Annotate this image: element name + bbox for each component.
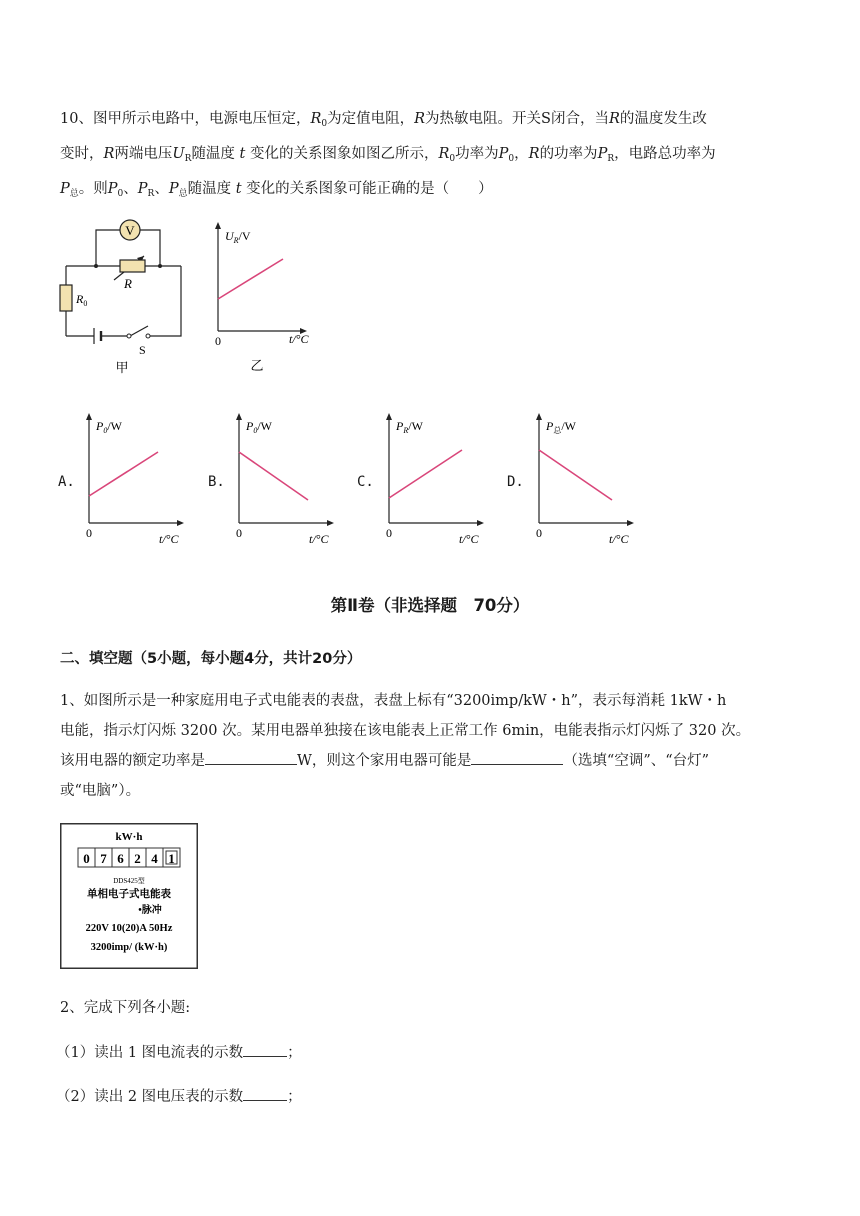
fill-in-heading: 二、填空题（5小题，每小题4分，共计20分）: [60, 651, 362, 667]
switch-label: S: [139, 343, 146, 357]
meter-name: 单相电子式电能表: [87, 889, 171, 900]
option-b-graph[interactable]: [226, 405, 346, 550]
question-2-intro: 2、完成下列各小题:: [60, 1000, 191, 1016]
question-2-sub1: （1）读出 1 图电流表的示数 ；: [56, 1038, 804, 1068]
meter-unit: kW·h: [115, 831, 143, 843]
option-a-line: [89, 452, 158, 496]
option-b-label[interactable]: B.: [208, 474, 225, 490]
meter-constant: 3200imp/ (kW·h): [90, 942, 168, 953]
section-2-title: 第Ⅱ卷（非选择题 70分）: [330, 596, 530, 615]
option-d-graph[interactable]: [526, 405, 646, 550]
meter-pulse: •脉冲: [138, 905, 162, 916]
option-b-line: [239, 452, 308, 500]
q10-line-2: 变时，R两端电压$U_R$随温度 t 变化的关系图象如图乙所示，$R_0$功率为$P_0$，R的功率为$P_R$，电路总功率为: [60, 146, 716, 164]
meter-digit-decimal: 1: [168, 851, 175, 866]
option-d-label[interactable]: D.: [507, 474, 524, 490]
meter-digit: 7: [100, 851, 107, 866]
option-a-label[interactable]: A.: [58, 474, 75, 490]
option-a-xlabel: t/°C: [159, 532, 179, 546]
thermistor-label: R: [124, 276, 132, 291]
fixed-resistor-R0: [60, 285, 72, 311]
graph-yi-xlabel: t/°C: [289, 332, 309, 346]
graph-yi-line: [218, 259, 283, 299]
graph-yi-ylabel: $U_R/V$: [225, 229, 251, 245]
option-b-origin: 0: [236, 526, 242, 540]
graph-yi-origin: 0: [215, 334, 221, 348]
q1-power-blank[interactable]: [205, 750, 297, 765]
q10-line-1: 10、图甲所示电路中，电源电压恒定，$R_0$为定值电阻，R为热敏电阻。开关S闭合，当R的温度发生改: [60, 111, 707, 129]
option-c-xlabel: t/°C: [459, 532, 479, 546]
option-c-label[interactable]: C.: [357, 474, 374, 490]
meter-digit: 0: [83, 851, 90, 866]
option-d-origin: 0: [536, 526, 542, 540]
option-d-line: [539, 450, 612, 500]
circuit-diagram: [50, 210, 200, 380]
q2-voltmeter-blank[interactable]: [243, 1086, 287, 1101]
option-c-line: [389, 450, 462, 498]
meter-digit-boxes: [78, 848, 180, 867]
option-c-ylabel: $P_R/W$: [396, 419, 423, 435]
option-c-graph[interactable]: [376, 405, 496, 550]
option-a-origin: 0: [86, 526, 92, 540]
q2-ammeter-blank[interactable]: [243, 1042, 287, 1057]
q1-appliance-blank[interactable]: [471, 750, 563, 765]
graph-yi: [205, 215, 325, 380]
question-2-sub2: （2）读出 2 图电压表的示数 ；: [56, 1082, 804, 1112]
question-1-text: 1、如图所示是一种家庭用电子式电能表的表盘，表盘上标有“3200imp/kW・h”，表示每消耗 1kW・h 电能，指示灯闪烁 3200 次。某用电器单独接在该电能表上正常工作 6min，电能表指示灯闪烁了 320 次。 该用电器的额定功率是 W，则这个家用电器可能是 （选填“空调”、“台灯” 或“电脑”）。: [60, 693, 751, 799]
option-a-ylabel: $P_0/W$: [96, 419, 123, 435]
meter-spec: 220V 10(20)A 50Hz: [85, 923, 173, 934]
thermistor-R: [120, 260, 145, 272]
meter-digit: 4: [151, 851, 158, 866]
option-d-ylabel: $P_总/W$: [546, 419, 577, 435]
voltmeter-label: V: [125, 223, 135, 238]
option-a-graph[interactable]: [76, 405, 196, 550]
circuit-caption: 甲: [115, 360, 129, 375]
option-d-xlabel: t/°C: [609, 532, 629, 546]
option-c-origin: 0: [386, 526, 392, 540]
meter-digit: 2: [134, 851, 141, 866]
energy-meter-panel: [60, 823, 198, 969]
question-10-text: [60, 104, 808, 209]
meter-model: DDS425型: [113, 877, 145, 885]
meter-digit: 6: [117, 851, 124, 866]
graph-yi-caption: 乙: [250, 358, 264, 373]
r0-label: $R_0$: [76, 292, 88, 308]
q10-line-3: $P_总$。则$P_0$、$P_R$、$P_总$随温度 t 变化的关系图象可能正确的是（ ）: [60, 181, 493, 199]
option-b-ylabel: $P_0/W$: [246, 419, 273, 435]
option-b-xlabel: t/°C: [309, 532, 329, 546]
